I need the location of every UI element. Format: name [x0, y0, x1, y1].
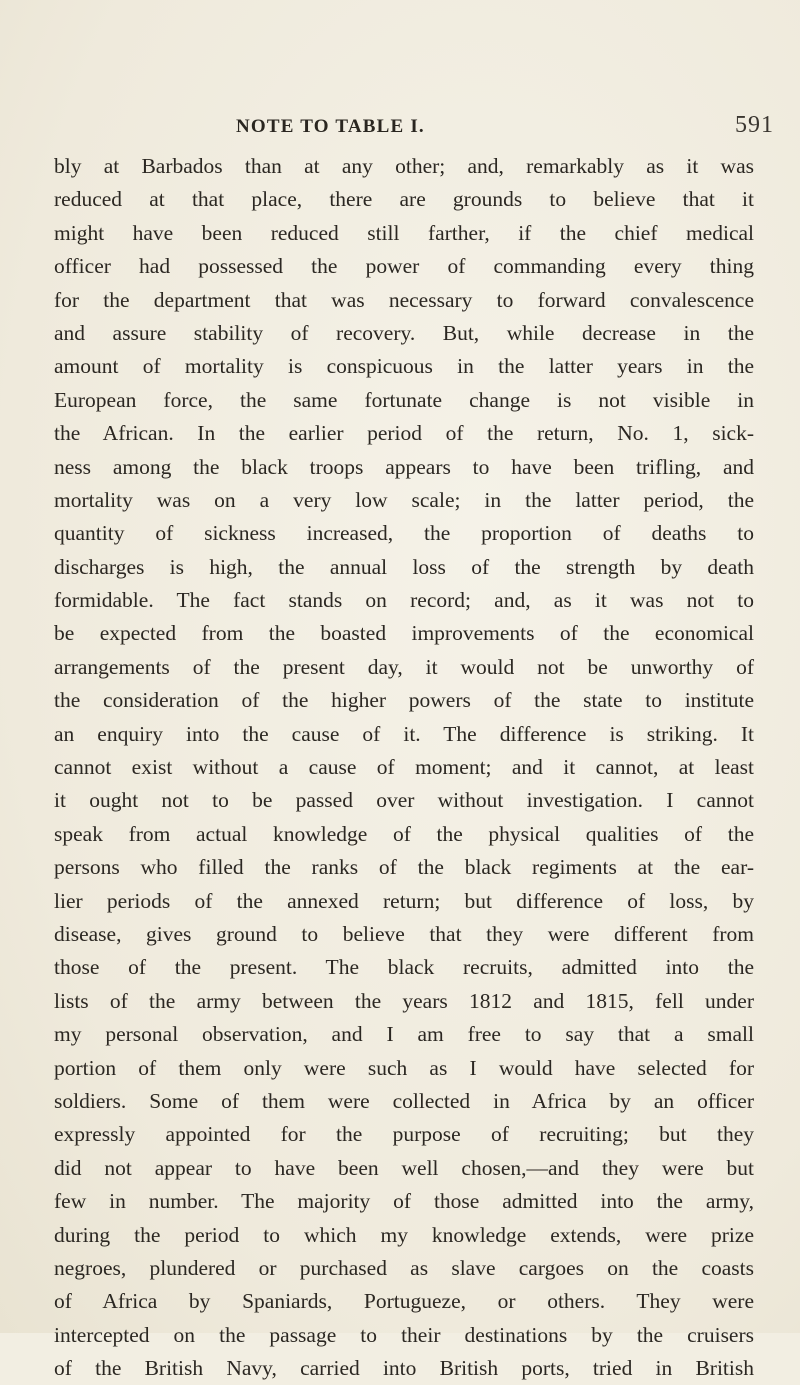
- text-line: and assure stability of recovery. But, while decrease in the: [54, 320, 754, 345]
- text-line: those of the present. The black recruits, admitted into the: [54, 955, 754, 980]
- body-text: [54, 150, 754, 1385]
- text-line: of Africa by Spaniards, Portugueze, or others. They were: [54, 1289, 754, 1314]
- page-number: 591: [735, 112, 774, 138]
- text-line: did not appear to have been well chosen,—and they were but: [54, 1155, 754, 1180]
- text-line: cannot exist without a cause of moment; and it cannot, at least: [54, 755, 754, 780]
- text-line: speak from actual knowledge of the physical qualities of the: [54, 821, 754, 846]
- text-line: the African. In the earlier period of the return, No. 1, sick-: [54, 421, 754, 446]
- text-line: officer had possessed the power of commanding every thing: [54, 254, 754, 279]
- text-line: amount of mortality is conspicuous in the latter years in the: [54, 354, 754, 379]
- text-line: discharges is high, the annual loss of the strength by death: [54, 554, 754, 579]
- running-head: [0, 112, 800, 142]
- text-line: lier periods of the annexed return; but difference of loss, by: [54, 888, 754, 913]
- text-line: portion of them only were such as I would have selected for: [54, 1055, 754, 1080]
- text-line: ness among the black troops appears to have been trifling, and: [54, 454, 754, 479]
- text-line: reduced at that place, there are grounds to believe that it: [54, 187, 754, 212]
- text-line: the consideration of the higher powers of the state to institute: [54, 688, 754, 713]
- text-line: quantity of sickness increased, the proportion of deaths to: [54, 521, 754, 546]
- text-line: of the British Navy, carried into British ports, tried in British: [54, 1356, 754, 1381]
- text-line: arrangements of the present day, it would not be unworthy of: [54, 654, 754, 679]
- text-line: bly at Barbados than at any other; and, remarkably as it was: [54, 154, 754, 178]
- text-line: an enquiry into the cause of it. The difference is striking. It: [54, 721, 754, 746]
- text-line: few in number. The majority of those admitted into the army,: [54, 1189, 754, 1214]
- text-line: persons who filled the ranks of the black regiments at the ear-: [54, 855, 754, 880]
- text-line: my personal observation, and I am free to say that a small: [54, 1022, 754, 1047]
- text-line: for the department that was necessary to forward convalescence: [54, 287, 754, 312]
- text-line: formidable. The fact stands on record; and, as it was not to: [54, 588, 754, 613]
- text-line: European force, the same fortunate change is not visible in: [54, 387, 754, 412]
- text-line: it ought not to be passed over without investigation. I cannot: [54, 788, 754, 813]
- text-line: disease, gives ground to believe that they were different from: [54, 921, 754, 946]
- text-line: be expected from the boasted improvements of the economical: [54, 621, 754, 646]
- text-line: might have been reduced still farther, if the chief medical: [54, 220, 754, 245]
- text-line: lists of the army between the years 1812 and 1815, fell under: [54, 988, 754, 1013]
- text-line: soldiers. Some of them were collected in Africa by an officer: [54, 1088, 754, 1113]
- text-line: during the period to which my knowledge extends, were prize: [54, 1222, 754, 1247]
- text-line: mortality was on a very low scale; in the latter period, the: [54, 487, 754, 512]
- text-line: intercepted on the passage to their destinations by the cruisers: [54, 1322, 754, 1347]
- running-head-title: NOTE TO TABLE I.: [236, 116, 425, 137]
- text-line: expressly appointed for the purpose of recruiting; but they: [54, 1122, 754, 1147]
- text-line: negroes, plundered or purchased as slave cargoes on the coasts: [54, 1255, 754, 1280]
